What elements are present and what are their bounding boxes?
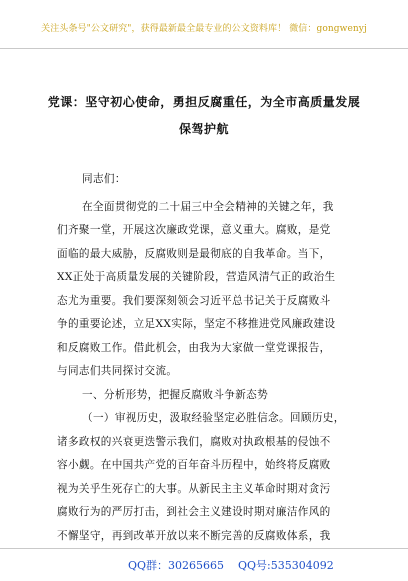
qq-group: QQ群：30265665 — [128, 559, 225, 572]
paragraph-line: 面临的最大威胁，反腐败则是最彻底的自我革命。当下， — [57, 248, 331, 260]
salutation: 同志们： — [82, 173, 126, 185]
paragraph-line: 争的重要论述，立足XX实际，坚定不移推进党风廉政建设 — [57, 318, 336, 330]
paragraph-line: （一）审视历史，汲取经验坚定必胜信念。回顾历史， — [82, 412, 345, 424]
section-heading: 一、分析形势，把握反腐败斗争新态势 — [82, 389, 269, 401]
paragraph-line: 态尤为重要。我们要深刻领会习近平总书记关于反腐败斗 — [57, 295, 331, 307]
paragraph-line: 视为关乎生死存亡的大事。从新民主主义革命时期对贪污 — [57, 483, 331, 495]
header-banner — [0, 8, 408, 49]
paragraph-line: 们齐聚一堂，开展这次廉政党课，意义重大。腐败，是党 — [57, 224, 331, 236]
paragraph-line: 和反腐败工作。借此机会，由我为大家做一堂党课报告， — [57, 342, 331, 354]
footer-bar — [0, 548, 408, 581]
paragraph-line: 不懈坚守，再到改革开放以来不断完善的反腐败体系，我 — [57, 530, 331, 542]
banner-text: 关注头条号"公文研究"，获得最新最全最专业的公文资料库！ 微信：gongwenyj — [41, 24, 367, 34]
paragraph-line: 容小觑。在中国共产党的百年奋斗历程中，始终将反腐败 — [57, 459, 331, 471]
qq-number: QQ号:535304092 — [238, 559, 334, 572]
paragraph-line: 诸多政权的兴衰更迭警示我们，腐败对执政根基的侵蚀不 — [57, 436, 331, 448]
document-title-continued: 保驾护航 — [178, 122, 229, 136]
paragraph-line: 与同志们共同探讨交流。 — [57, 365, 178, 377]
document-title: 党课：坚守初心使命，勇担反腐重任，为全市高质量发展 — [47, 95, 361, 109]
paragraph-line: 腐败行为的严厉打击，到社会主义建设时期对廉洁作风的 — [57, 506, 331, 518]
paragraph-line: 在全面贯彻党的二十届三中全会精神的关键之年，我 — [82, 201, 334, 213]
paragraph-line: XX正处于高质量发展的关键阶段，营造风清气正的政治生 — [57, 271, 336, 283]
